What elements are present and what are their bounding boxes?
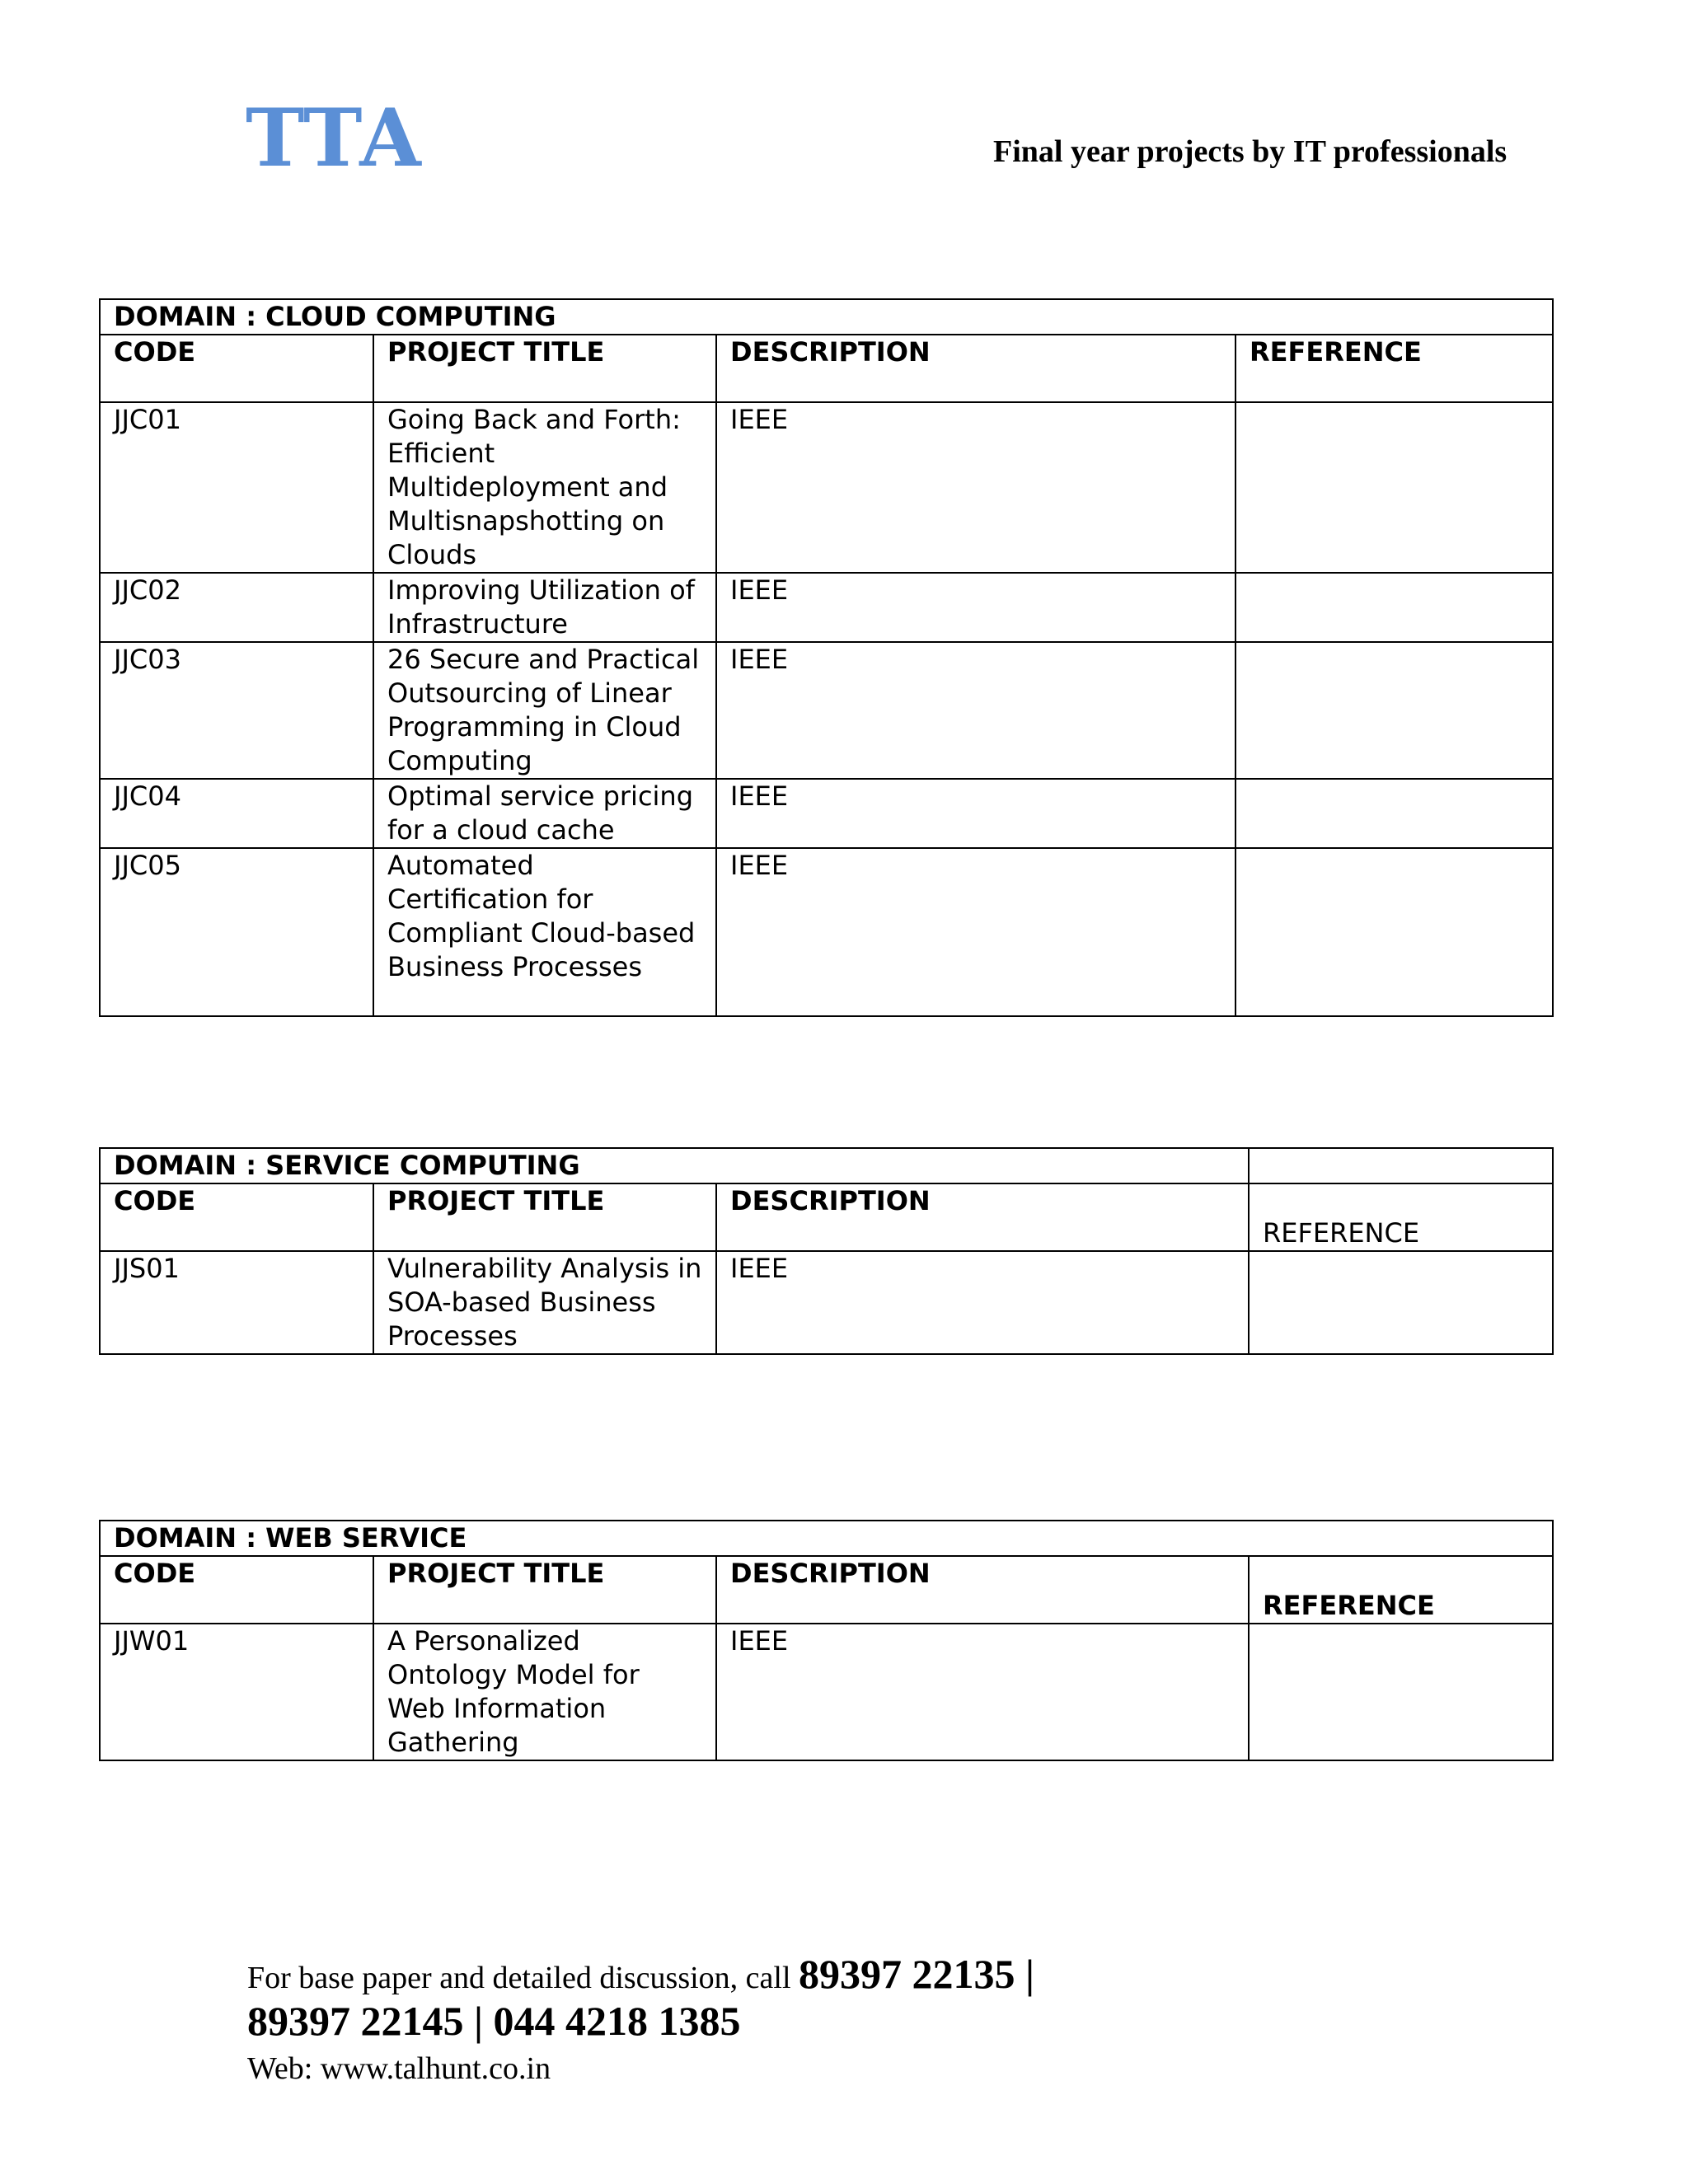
- cell-reference: [1249, 1624, 1553, 1760]
- cell-description: IEEE: [716, 1251, 1249, 1354]
- header-code: CODE: [100, 1183, 373, 1251]
- cell-reference: [1236, 848, 1553, 1016]
- service-computing-table: [99, 1147, 1554, 1355]
- cell-description: IEEE: [716, 779, 1236, 848]
- cell-code: JJC01: [100, 402, 373, 573]
- table-row: [100, 779, 1553, 848]
- footer-contact-line: [247, 1949, 1034, 1999]
- footer-call-text: For base paper and detailed discussion, call: [247, 1961, 799, 1995]
- cell-description: IEEE: [716, 848, 1236, 1016]
- cell-code: JJC05: [100, 848, 373, 1016]
- table-row: [100, 573, 1553, 642]
- cell-description: IEEE: [716, 642, 1236, 779]
- cell-code: JJW01: [100, 1624, 373, 1760]
- cell-title: Going Back and Forth: Efficient Multideployment and Multisnapshotting on Clouds: [373, 402, 716, 573]
- web-service-table: [99, 1520, 1554, 1761]
- table-row: [100, 848, 1553, 1016]
- cell-description: IEEE: [716, 402, 1236, 573]
- header-code: CODE: [100, 1556, 373, 1624]
- empty-cell: [1249, 1148, 1553, 1183]
- cell-title: Improving Utilization of Infrastructure: [373, 573, 716, 642]
- header-reference: REFERENCE: [1249, 1556, 1553, 1624]
- tagline: Final year projects by IT professionals: [993, 134, 1507, 169]
- cell-code: JJC02: [100, 573, 373, 642]
- header-code: CODE: [100, 335, 373, 402]
- header-description: DESCRIPTION: [716, 1183, 1249, 1251]
- cell-title: Automated Certification for Compliant Cloud-based Business Processes: [373, 848, 716, 1016]
- header-project-title: PROJECT TITLE: [373, 1556, 716, 1624]
- cell-reference: [1249, 1251, 1553, 1354]
- cell-code: JJS01: [100, 1251, 373, 1354]
- table-row: [100, 1251, 1553, 1354]
- cell-reference: [1236, 573, 1553, 642]
- cell-title: A Personalized Ontology Model for Web Information Gathering: [373, 1624, 716, 1760]
- cell-title: Vulnerability Analysis in SOA-based Business Processes: [373, 1251, 716, 1354]
- footer-phone-1: 89397 22135 |: [799, 1951, 1035, 1997]
- table-row: [100, 402, 1553, 573]
- cell-title: 26 Secure and Practical Outsourcing of Linear Programming in Cloud Computing: [373, 642, 716, 779]
- table-row: [100, 1624, 1553, 1760]
- domain-title: DOMAIN : CLOUD COMPUTING: [100, 299, 1553, 335]
- cell-reference: [1236, 402, 1553, 573]
- cloud-computing-table: [99, 298, 1554, 1017]
- domain-title: DOMAIN : WEB SERVICE: [100, 1521, 1553, 1556]
- footer-phone-2: 89397 22145 | 044 4218 1385: [247, 1998, 741, 2044]
- header-description: DESCRIPTION: [716, 335, 1236, 402]
- domain-title: DOMAIN : SERVICE COMPUTING: [100, 1148, 1249, 1183]
- header-description: DESCRIPTION: [716, 1556, 1249, 1624]
- header-project-title: PROJECT TITLE: [373, 1183, 716, 1251]
- header-reference: REFERENCE: [1236, 335, 1553, 402]
- cell-title: Optimal service pricing for a cloud cache: [373, 779, 716, 848]
- tta-logo: TTA: [246, 91, 423, 185]
- cell-description: IEEE: [716, 1624, 1249, 1760]
- header-reference: REFERENCE: [1249, 1183, 1553, 1251]
- footer-web: Web: www.talhunt.co.in: [247, 2051, 551, 2086]
- header-project-title: PROJECT TITLE: [373, 335, 716, 402]
- cell-code: JJC04: [100, 779, 373, 848]
- cell-reference: [1236, 779, 1553, 848]
- cell-description: IEEE: [716, 573, 1236, 642]
- table-row: [100, 642, 1553, 779]
- cell-reference: [1236, 642, 1553, 779]
- cell-code: JJC03: [100, 642, 373, 779]
